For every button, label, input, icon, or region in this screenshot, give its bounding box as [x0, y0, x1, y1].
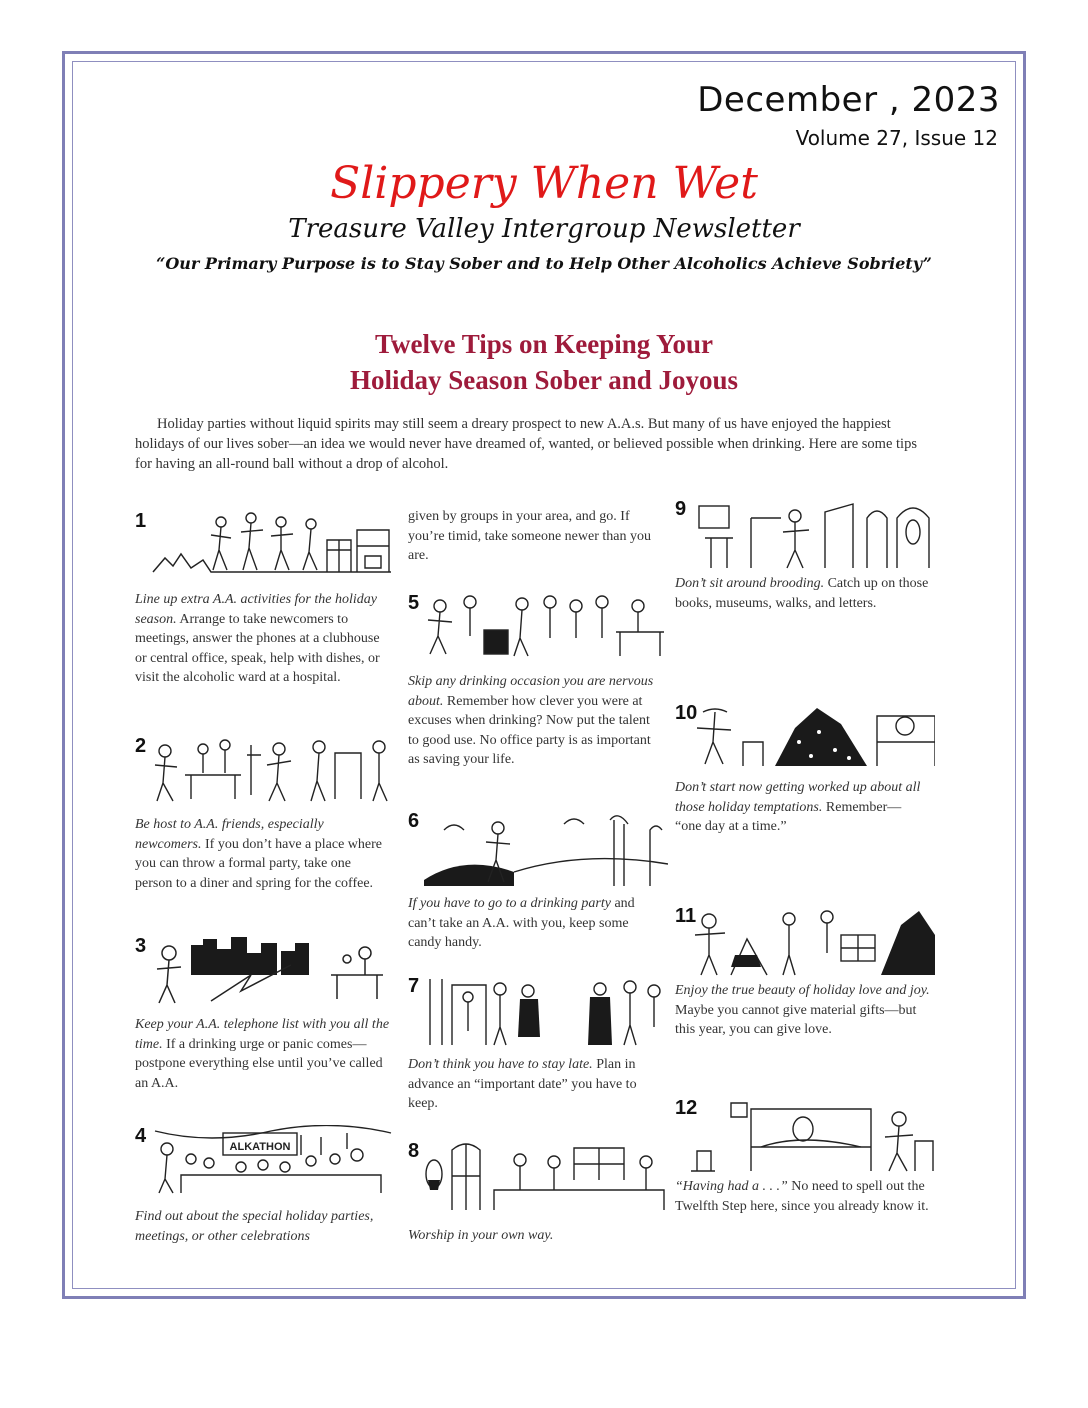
sickbed-visit-illustration — [691, 1097, 935, 1173]
tip-text: Enjoy the true beauty of holiday love and joy. Maybe you cannot give material gifts—but this year, you can give love. — [675, 983, 930, 1037]
winter-walk-illustration — [424, 810, 668, 890]
tip-number: 2 — [135, 735, 147, 757]
tip-text: Worship in your own way. — [408, 1228, 554, 1243]
tip-number: 7 — [408, 975, 420, 997]
issue-volume: Volume 27, Issue 12 — [795, 126, 998, 150]
tip-number: 5 — [408, 592, 420, 614]
telephone-city-illustration — [151, 935, 395, 1005]
christmas-tree-illustration — [691, 702, 935, 774]
tip-number: 11 — [675, 905, 697, 927]
tip-number: 3 — [135, 935, 147, 957]
tip-text: Keep your A.A. telephone list with you all the time. If a drinking urge or panic comes—postpone everything else until you’ve called an A.A. — [135, 1017, 390, 1091]
church-service-illustration — [424, 1140, 668, 1212]
article-heading-line-1: Twelve Tips on Keeping Your — [374, 329, 714, 359]
article-heading — [0, 326, 1088, 398]
newsletter-subtitle: Treasure Valley Intergroup Newsletter — [288, 214, 800, 244]
leaving-party-illustration — [424, 975, 668, 1047]
tip-text: If you have to go to a drinking party and can’t take an A.A. with you, keep some candy handy. — [408, 896, 635, 950]
issue-date: December , 2023 — [697, 80, 1000, 120]
tip-number: 12 — [675, 1097, 698, 1119]
tip-number: 8 — [408, 1140, 420, 1162]
newsletter-title: Slippery When Wet — [330, 158, 758, 209]
tip-text: Don’t think you have to stay late. Plan in advance an “important date” you have to keep. — [408, 1057, 637, 1111]
article-intro: Holiday parties without liquid spirits may still seem a dreary prospect to new A.A.s. But many of us have enjoyed the happiest holidays of our lives sober—an idea we would never have dreamed of, wanted, or believed possible when drinking. Here are some tips for having an all-round ball without a drop of alcohol. — [135, 416, 917, 472]
tip-text: Be host to A.A. friends, especially newcomers. If you don’t have a place where you can throw a formal party, take one person to a diner and spring for the coffee. — [135, 817, 382, 891]
newsletter-motto: “Our Primary Purpose is to Stay Sober and to Help Other Alcoholics Achieve Sobriety” — [156, 254, 932, 273]
tip-text: “Having had a . . .” No need to spell out the Twelfth Step here, since you already know it. — [675, 1179, 929, 1214]
tip-text: Don’t start now getting worked up about all those holiday temptations. Remember— “one day at a time.” — [675, 780, 921, 834]
gift-giving-illustration — [691, 905, 935, 977]
tip-4-continuation: given by groups in your area, and go. If you’re timid, take someone newer than you are. — [408, 509, 651, 563]
alkathon-banner-text: ALKATHON — [229, 1141, 291, 1153]
tip-text: Skip any drinking occasion you are nervous about. Remember how clever you were at excuses when drinking? Now put the talent to good use. No office party is as important as saving your life. — [408, 674, 654, 767]
tip-number: 10 — [675, 702, 698, 724]
tip-number: 1 — [135, 510, 147, 532]
alkathon-meeting-illustration — [151, 1125, 395, 1195]
office-party-illustration — [424, 592, 668, 662]
tip-number: 6 — [408, 810, 420, 832]
article-heading-line-2: Holiday Season Sober and Joyous — [349, 365, 739, 395]
tip-text: Don’t sit around brooding. Catch up on those books, museums, walks, and letters. — [675, 576, 929, 611]
tip-text: Line up extra A.A. activities for the holiday season. Arrange to take newcomers to meetings, answer the phones at a clubhouse or central office, speak, help with dishes, or visit the alcoholic ward at a hospital. — [135, 592, 380, 685]
dinner-party-illustration — [151, 735, 395, 805]
tip-number: 9 — [675, 498, 687, 520]
museum-reading-illustration — [691, 498, 935, 570]
party-walk-illustration — [151, 510, 395, 580]
tip-text: Find out about the special holiday parties, meetings, or other celebrations — [135, 1209, 374, 1244]
tip-number: 4 — [135, 1125, 147, 1147]
